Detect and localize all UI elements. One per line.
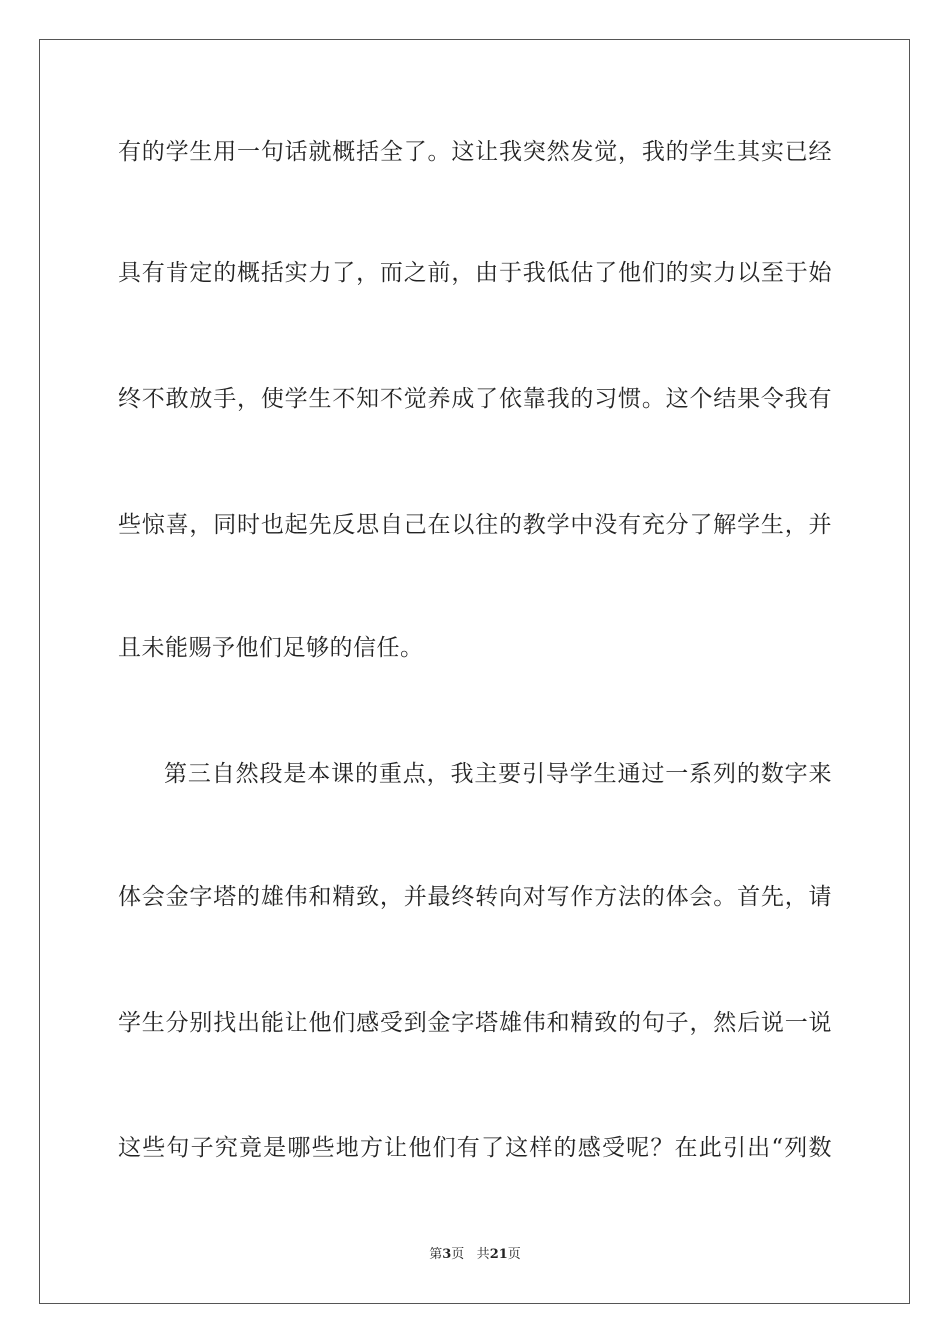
page-number: 3	[442, 1247, 452, 1262]
total-pages: 21	[489, 1247, 508, 1262]
page-border	[39, 39, 910, 1304]
text-line: 体会金字塔的雄伟和精致，并最终转向对写作方法的体会。首先，请	[118, 884, 832, 910]
page-suffix: 页	[451, 1247, 465, 1262]
text-line: 些惊喜，同时也起先反思自己在以往的教学中没有充分了解学生，并	[118, 512, 832, 538]
total-suffix: 页	[507, 1247, 521, 1262]
text-line: 有的学生用一句话就概括全了。这让我突然发觉，我的学生其实已经	[118, 139, 832, 165]
text-line: 学生分别找出能让他们感受到金字塔雄伟和精致的句子，然后说一说	[118, 1010, 832, 1036]
page-footer	[0, 1246, 950, 1264]
total-prefix: 共	[476, 1247, 490, 1262]
text-line: 且未能赐予他们足够的信任。	[118, 635, 424, 661]
page-prefix: 第	[429, 1247, 443, 1262]
text-line: 这些句子究竟是哪些地方让他们有了这样的感受呢？在此引出“列数	[118, 1135, 832, 1161]
text-line: 第三自然段是本课的重点，我主要引导学生通过一系列的数字来	[164, 761, 832, 787]
text-line: 终不敢放手，使学生不知不觉养成了依靠我的习惯。这个结果令我有	[118, 386, 832, 412]
text-line: 具有肯定的概括实力了，而之前，由于我低估了他们的实力以至于始	[118, 260, 832, 286]
